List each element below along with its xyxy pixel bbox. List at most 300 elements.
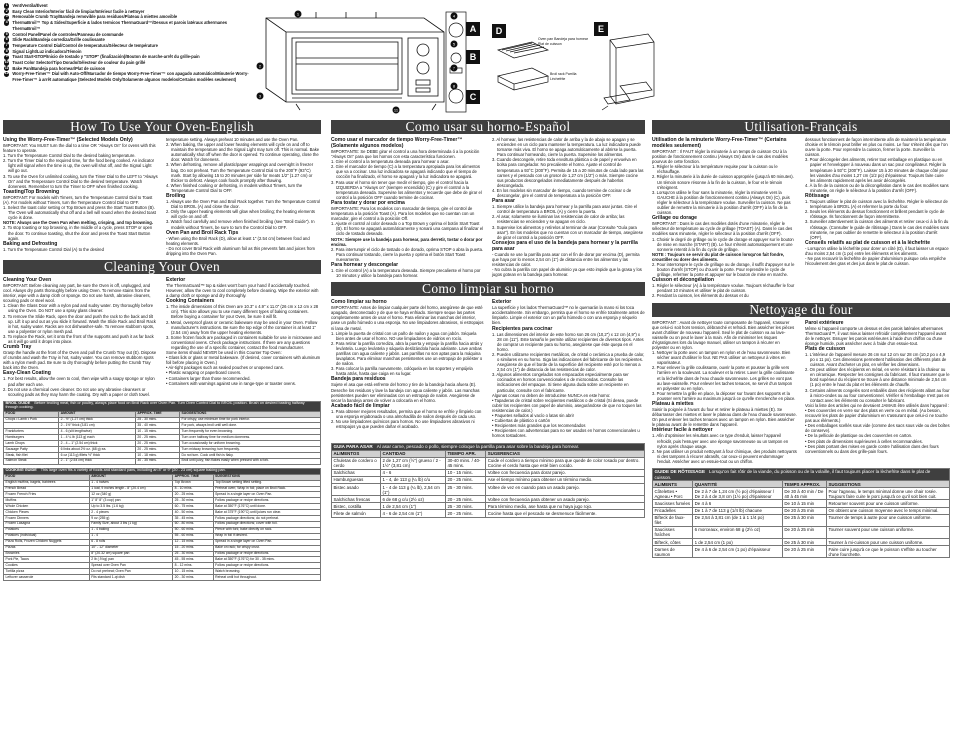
table-cell: Turn occasionally for uniform browning. bbox=[180, 441, 321, 447]
table-cell: De 10 à 15 min bbox=[782, 500, 826, 507]
fr-broil-1: 1. Toujours utiliser le plat de cuisson avec la lèchefrite. Régler le sélecteur de température à BROIL (A) et refermer la porte du four. bbox=[805, 199, 948, 210]
fr-crumb-heading: Plateau à miettes bbox=[652, 401, 694, 408]
table-cell: Bifteck, côtes bbox=[653, 539, 693, 546]
table-cell: 10 - 15 mins. bbox=[135, 429, 179, 435]
english-cleaning-title: Cleaning Your Oven bbox=[3, 260, 321, 274]
en-clean-3: 2. To remove the Slide Rack, open the door and push the rack to the back and tilt up. Lift it up and out as you slide it forward. Wash the Slide Rack and Broil Rack in hot, sudsy water. Racks are not dishwasher-safe. To remove stubborn spots, use a polyester or nylon mesh pad. bbox=[3, 313, 156, 334]
table-cell: Bake on rack; for crispy crust. bbox=[213, 545, 320, 551]
table-cell: 1 de 2,54 cm (1 po) bbox=[693, 539, 783, 546]
fr-toast-heading: Grillage ou dorage bbox=[652, 215, 698, 222]
en-easy-1: 1. For best results, allow the oven to cool, then wipe with a soapy sponge or nylon pad after each use. bbox=[3, 376, 155, 387]
parts-list bbox=[4, 3, 254, 83]
fr-broil-3: 3. Surveiller attentivement la cuisson des aliments et retirer ceux-ci à la fin du rôtissage. (Consulter le guide de rôtissage.) Dans le cas des modèles sans minuterie, ne pas oublier de remettre le sélecteur à la position d'arrêt (OFF). bbox=[805, 219, 949, 240]
table-cell: 35 - 40 mins. bbox=[135, 423, 179, 429]
english-column bbox=[3, 120, 321, 581]
table-cell: Spread in a single layer on Oven Pan. bbox=[213, 492, 320, 498]
fr-bake-4: 3. Pour décongeler des aliments, retirer tout emballage en plastique ou en papier et l'envelopper à nouveau dans un sac pour congélateur. Régler la température à 93°C (200°F). Laisser 15 à 20 minutes de chaque côté pour les viandes d'au moins 1,27 cm (1/2 po) d'épaisseur. Toujours faire cuire les aliments rapidement après les avoir décongelés. bbox=[805, 157, 948, 183]
table-cell: 12 oz (340 g) bbox=[89, 492, 172, 498]
es-cc-7: • Cubiertas de plástico o cartón bbox=[492, 418, 551, 424]
spanish-title: Como usar su horno-Español bbox=[331, 120, 645, 134]
callout-oven-pan: Oven pan Bandeja para hornear Plat de cuisson bbox=[538, 37, 589, 46]
spanish-column bbox=[331, 120, 645, 518]
table-cell: 6 de 68 g c/u (2½ oz) bbox=[381, 496, 446, 503]
en-rack-2: - Do not cover Broil Rack with aluminum foil as this prevents fats and juices from dripping into the Oven Pan. bbox=[166, 245, 315, 256]
table-cell: For pork, always broil until well done. bbox=[180, 423, 321, 429]
svg-text:5: 5 bbox=[452, 41, 456, 47]
part-label: ThermaBroil™ Top & Sides/Superficie & lados termicos ThermaGuard™/Dessus et parois latéraux athermanes ThermaBroil™ bbox=[12, 20, 228, 31]
part-number: 4 bbox=[5, 20, 8, 25]
table-cell: 60 - 80 mins. bbox=[173, 521, 213, 527]
table-cell: 2 de 1,27 cm (½") grueso / 2 - 1½" (3,81 cm) bbox=[381, 457, 446, 469]
table-cell: Tortilla pizza bbox=[4, 569, 90, 575]
table-row bbox=[653, 500, 950, 507]
table-cell: De 20 à 25 min bbox=[782, 526, 826, 538]
guide-subtitle: Lorsqu'on fait rôtir de la viande, du poisson ou de la volaille, il faut toujours placer la lèchefrite dans le plat de cuisson. bbox=[654, 469, 931, 480]
table-cell: Ase el tiempo mínimo para obtener un término medio. bbox=[486, 476, 645, 483]
label-b: B bbox=[466, 50, 480, 64]
svg-text:11: 11 bbox=[393, 107, 399, 113]
guide-column-header: AMOUNT bbox=[89, 474, 172, 480]
table-cell: Follow package directions; cover with foil. bbox=[213, 521, 320, 527]
english-clean-right bbox=[166, 277, 321, 397]
table-cell: English muffins, bagels, bahtrees bbox=[4, 480, 90, 486]
en-cc-4: Some items should NEVER be used in this Counter Top Oven: bbox=[166, 350, 282, 356]
es-bake-2: 2. Al hornear, las resistencias de calor de arriba y la de abajo se apagan y se encienden en un ciclo para mantener la temperatura. La luz indicadora puede tornarse más viva. El horno se apaga automáticamente al abrirse la puerta. Para continuar horneando, cierre la puerta. Supervise los alimentos. bbox=[492, 137, 641, 158]
table-row bbox=[332, 469, 645, 476]
es-toast-3: 2. Para interrumpir el ciclo de tostado o de dorado, oprima STOP o abra la puerta. Para continuar tostando, cierre la puerta y oprima el botón Start Toast nuevamente. bbox=[331, 246, 484, 262]
part-label: Slide Rack/Bandeja corrediza/Grille coulissante bbox=[12, 37, 105, 43]
es-clean-3: 2. Para retirar la parrilla corrediza, abra la puerta y empuje la parrilla hacia atrás y levántela. Luego levántela y sáquela deslizándola hacia adelante. Lave ambas parrillas con agua caliente y jabón. Las parrillas no son aptas para la máquina lavaplatos. Para eliminar manchas persistentes use un estropajo de poliéster o de nailon. bbox=[331, 340, 483, 367]
es-wft-1: IMPORTANTE: Se DEBE girar el control a una hora determinada ó a la posición "Always On" para que los hornos con esta característica funcionen. bbox=[331, 149, 480, 160]
es-broil-heading: Para asar bbox=[492, 198, 515, 205]
table-cell: Lamb Chops bbox=[4, 441, 59, 447]
table-cell: Preheat oven; Wrap in foil; place on Broil Rack. bbox=[213, 486, 320, 492]
guide-subtitle: This large oven fits a variety of foods and standard pans, including an 8" or 9" (20 - 23 cm) square baking pan. bbox=[40, 468, 226, 473]
en-clean-4: 3. To replace the Rack, set it onto the front of the supports and push it as far back as it will go until it drops into place. bbox=[3, 333, 154, 344]
table-cell: Turn frequently for even browning. bbox=[180, 429, 321, 435]
guide-column-header: FOOD bbox=[4, 474, 90, 480]
table-cell: Broil until juicy; fish flakes easily when pressed with a fork. bbox=[180, 458, 321, 464]
table-cell: 30 - 35 mins. bbox=[135, 458, 179, 464]
es-cc-5: • Tapaderas de cristal sobre recipientes metálicos o de cristal (Si desea, puede cubrir los recipientes con papel de aluminio, asegurándose de que no toquen las resistencias de calor.) bbox=[492, 397, 642, 413]
en-wft-2: 1. Turn the Temperature Control Dial to the desired baking temperature. bbox=[3, 153, 136, 159]
en-cc-8: • Containers larger than those recommended. bbox=[166, 375, 251, 381]
en-toast-heading: Toasting/Top Browning bbox=[3, 188, 60, 195]
french-title: Utilisation-Français bbox=[652, 120, 950, 134]
es-toast-note: NOTA: Siempre use la bandeja para hornear, para derretir, tostar o dorar por encima. bbox=[331, 236, 483, 247]
table-row bbox=[332, 510, 645, 517]
part-label: Vent/Ventila/Évent bbox=[12, 3, 48, 8]
fr-wft-3: 2. Régler la minuterie à la durée de cuisson appropriée (jusqu'à 60 minutes). Un témoin sonore résonne à la fin de la cuisson, le four et le témoin s'éteignent. bbox=[652, 174, 794, 190]
table-cell: Saucisses fraîches bbox=[653, 526, 693, 538]
table-cell: French Bread bbox=[4, 486, 90, 492]
table-cell: Bistec asado bbox=[332, 484, 381, 496]
table-cell: 2 lb (.9 kg) pan bbox=[89, 557, 172, 563]
table-cell: 25 - 30 mins. bbox=[445, 503, 485, 510]
table-cell: Potatoes (Individual) bbox=[4, 533, 90, 539]
svg-text:2: 2 bbox=[258, 63, 262, 69]
table-cell: For crispy, use minimum time for pork interior. bbox=[180, 417, 321, 423]
table-cell: Salchichas frescas bbox=[332, 496, 381, 503]
en-bake-1: 1. Turn the Temperature Control Dial (A) to the desired bbox=[3, 246, 104, 252]
fr-easy-heading: Intérieur facile à nettoyer bbox=[652, 427, 713, 434]
guide-subtitle: Before broiling meat, fish or poultry, always place food on Broil Rack over Oven Pan. Turn Oven Control Dial to BROIL position. Brush on desired basting halfway through cooking. bbox=[5, 401, 305, 410]
en-easy-heading: Easy-Clean Coating bbox=[3, 370, 51, 377]
table-cell: 55 - 60 mins. bbox=[173, 533, 213, 539]
en-broil-1: 1. Always use the Oven Pan and Broil Rack together. Turn the Temperature Control Dial to BROIL (A) and close the door. bbox=[166, 199, 321, 210]
guide-title bbox=[332, 443, 645, 450]
table-cell: 6 links about 2½ oz. (68 g) ea. bbox=[59, 447, 136, 453]
table-cell: 8 - 12 mins. bbox=[173, 563, 213, 569]
table-cell: De 4 à 6 bbox=[693, 500, 783, 507]
part-number: 3 bbox=[5, 14, 8, 19]
table-cell: 1 - 4 ¼ lb (113 g) each bbox=[59, 435, 136, 441]
table-cell: Top Brown setting lifted setting. bbox=[213, 480, 320, 486]
table-cell: 8 - 10 mins. bbox=[173, 486, 213, 492]
fr-ext-1: Même si l'appareil comporte un dessus et des parois latérales athermanes ThermaGuard™, il vaut mieux laisser refroidir complètement l'appareil avant de le nettoyer. Essuyer les parois extérieures à l'aide d'un chiffon ou d'une éponge humide, puis assécher avec à l'aide d'un essuie-tout. bbox=[805, 325, 947, 346]
table-cell: 4 - 6 bbox=[381, 469, 446, 476]
en-bake-5: 4. When finished cooking or defrosting, in models without Timers, turn the Temperature Control Dial to OFF. bbox=[166, 182, 303, 193]
en-toast-3: 2. To stop toasting or top browning, in the middle of a cycle, press STOP or open the door. To continue toasting, shut the door and press the Toast Start Button again. bbox=[3, 225, 153, 241]
guide-column-header: APPROX. TIME bbox=[173, 474, 213, 480]
table-cell: 2 - 4 – 1" (2.54 cm) thick bbox=[59, 441, 136, 447]
table-cell: 20 - 25 mins. bbox=[445, 476, 485, 483]
es-toast-1: IMPORTANTE: Para los modelos con marcador de tiempo, gire el control de temperatura a la posición Toast (A). Para los modelos que no cuentan con un marcador, gire el control a la posición Off. bbox=[331, 205, 475, 222]
table-cell: 30-40 mins. / 40-45 mins. bbox=[445, 457, 485, 469]
table-cell: 25 - 30 mins. bbox=[445, 484, 485, 496]
table-cell: 1 - 4 bbox=[89, 533, 172, 539]
fr-cc-heading: Plats de cuisson bbox=[805, 345, 846, 352]
spanish-right-sub bbox=[492, 137, 645, 278]
table-cell: 10 - 18 mins. bbox=[135, 453, 179, 459]
table-cell: Salchichas bbox=[332, 469, 381, 476]
table-row bbox=[653, 507, 950, 514]
table-cell: 20 - 25 mins. bbox=[445, 510, 485, 517]
english-title: How To Use Your Oven-English bbox=[3, 120, 321, 134]
en-clean-2: 1. Clean the Glass Door with a nylon pad and sudsy water. Dry thoroughly before using the Oven. Do NOT use a spray glass cleaner. bbox=[3, 303, 154, 314]
table-cell: Family Size, about 3 lbs (1 kg) bbox=[89, 521, 172, 527]
table-cell: 35 - 45 mins. bbox=[173, 516, 213, 522]
table-cell: Cocine hasta que el pescado se desmenuce fácilmente. bbox=[486, 510, 645, 517]
fr-rack-heading: Conseils relatifs au plat de cuisson et à la lèchefrite bbox=[805, 239, 931, 246]
table-cell: Voltee con frecuencia para obtener un asado parejo. bbox=[486, 496, 645, 503]
part-number: 9 bbox=[5, 54, 8, 59]
es-cc-6: • Paquetes sellados al vacío o latas sin abrir bbox=[492, 413, 575, 419]
table-row bbox=[332, 476, 645, 483]
guide-column-header: TIEMPO APR. bbox=[445, 450, 485, 457]
es-easy-heading: Acabado fácil de limpiar bbox=[331, 402, 390, 409]
part-number: 11 bbox=[4, 65, 9, 70]
en-broil-heading: Broiling bbox=[166, 193, 186, 200]
table-cell: Sausage Patty bbox=[4, 447, 59, 453]
table-row bbox=[4, 575, 321, 581]
table-cell: 2 - 4 pieces bbox=[89, 510, 172, 516]
fr-toast-note: NOTE : Toujours se servir du plat de cuisson lorsqu'on fait fondre, croustiller ou dorer des aliments. bbox=[652, 251, 785, 262]
table-cell: Cuide el cordero a tiempo mínimo para que quede de color rosado por dentro. Cocine el cerdo hasta que esté bien cocido. bbox=[486, 457, 645, 469]
table-cell: 1" 8" 8" (3 cup) pan bbox=[89, 498, 172, 504]
part-number: 8 bbox=[5, 48, 8, 53]
table-row bbox=[653, 514, 950, 526]
svg-text:1: 1 bbox=[296, 11, 300, 17]
table-cell: Hamburguesas bbox=[332, 476, 381, 483]
fr-cc-2: 2. On peut utiliser des récipients en métal, en verre résistant à la chaleur ou en céramique. Respecter les consignes du fabricant. Il faut s'assurer que le bord supérieur du récipient se trouve à une distance minimale de 2,54 cm (1 po) entre le haut du plat et les éléments de chauffe. bbox=[805, 367, 950, 388]
es-bake-4: 4. En los modelos sin marcador de tiempo, cuando termine de cocinar o de descongelar, gire el control de temperatura a la posición OFF. bbox=[492, 187, 632, 199]
fr-broil-heading: Rôtissage bbox=[805, 193, 830, 200]
fr-clean-1: IMPORTANT : Avant de nettoyer toute composante de l'appareil, s'assurer que celui-ci soit hors tension, débranché et refroidi. Bien assécher les pièces avant d'utiliser de nouveau l'appareil. Seul le plat de cuisson va au lave-vaisselle ou on peut le laver à la main. Afin de minimiser les risques d'égratignures lors du lavage manuel, utiliser un tampon à récurer en polyester ou en nylon. bbox=[652, 319, 795, 350]
table-cell: Hamburgers bbox=[4, 435, 59, 441]
table-cell: 15 - 20 mins. bbox=[173, 545, 213, 551]
table-row bbox=[332, 503, 645, 510]
en-clean-heading: Cleaning Your Oven bbox=[3, 276, 52, 283]
table-cell: 2 - 1" (2.54 cm) thick bbox=[59, 458, 136, 464]
fr-wft-heading: Utilisation de la minuterie Worry-Free-Timer™ (Certains modèles seulement) bbox=[652, 137, 787, 149]
table-cell: Retourner souvent pour une cuisson uniforme. bbox=[826, 500, 949, 507]
spanish-broil-guide-table bbox=[331, 443, 645, 518]
table-row bbox=[332, 457, 645, 469]
table-row bbox=[653, 546, 950, 558]
fr-wft-1: IMPORTANT : Il FAUT régler la minuterie à un temps de cuisson OU à la position de fonctionnement continu (Always On) dans le cas des modèles pourvus de cette fonction. bbox=[652, 149, 788, 165]
table-row bbox=[653, 526, 950, 538]
table-cell: Filete de salmón bbox=[332, 510, 381, 517]
fr-cc-1: 1. L'intérieur de l'appareil mesure 26 cm sur 12 cm sur 28 cm (10,2 po x 4,9 po x 11 po). Ces dimensions permettent l'utilisation des différents plats de cuisson. Avant d'acheter un plat, en vérifier les dimensions. bbox=[805, 351, 947, 368]
en-bake-heading: Baking and Defrosting bbox=[3, 240, 58, 247]
es-crumb-1: Sujete el asa que está enfrente del horno y tire de la bandeja hacia afuera (E). Deseche los residuos y lave la bandeja con agua caliente y jabón. Las manchas persistentes pueden ser eliminadas con un estropajo de nailon. Asegúrese de secar la bandeja antes de volver a colocarla en el horno. bbox=[331, 382, 480, 403]
en-cc-7: • Plastic wrapping or paperboard covers. bbox=[166, 370, 242, 376]
table-cell: Bistec, costilla bbox=[332, 503, 381, 510]
en-ext-1: The ThermaGuard™ top & sides won't burn your hand if accidentally touched. However, allow the oven to cool completely before cleaning. Wipe the exterior with a damp cloth or sponge and dry thoroughly. bbox=[166, 282, 319, 299]
table-cell: Spread in a single layer on Oven Pan. bbox=[213, 539, 320, 545]
table-cell: Bifteck de faux-filet bbox=[653, 514, 693, 526]
fr-cc-3: 3. Certains aliments congelés sont emballés dans des récipients allant au four à micro-ondes ou au four conventionnel. Vérifier si l'emballage n'est pas en contact avec les éléments ou consulter le fabricant. bbox=[805, 387, 950, 403]
es-bake-heading: Para hornear y descongelar bbox=[331, 261, 399, 268]
table-cell: 6 - 8 rolls bbox=[89, 539, 172, 545]
label-c: C bbox=[466, 90, 480, 104]
table-cell: Voltee de vez en cuando para un asado parejo. bbox=[486, 484, 645, 496]
table-cell: Steak, fish filet bbox=[4, 453, 59, 459]
table-cell: Pizza Rolls, Frozen Chicken Nuggets bbox=[4, 539, 90, 545]
table-cell: Fits standard 1-qt dish bbox=[89, 575, 172, 581]
es-cc-8: • Recipientes más grandes que los recomendados bbox=[492, 423, 586, 429]
en-toast-note: NOTE: Always use the Oven Pan when melting, crisping, and top browning. bbox=[3, 220, 153, 226]
english-left-sub bbox=[3, 137, 158, 256]
table-cell: Brownies bbox=[4, 551, 90, 557]
es-wft-heading: Como usar el marcador de tiempo Worry-Free-Timer™ (Solamente algunos modelos) bbox=[331, 137, 463, 149]
table-cell: De 2,54 à 3,81 cm (de 1 à 1 1/4 po) bbox=[693, 514, 783, 526]
es-broil-2: 2. Al asar, solamente se iluminan las resistencias de calor de arriba; las resistencias se encienden y se apagan en ciclo. bbox=[492, 214, 625, 225]
es-cc-3: 3. Algunos alimentos congelados son empacados especialmente para ser cocinados en hornos convencionales o de microondas. Consulte las indicaciones del empaque. Si tiene alguna duda sobre un recipiente en particular, consulte con el fabricante. bbox=[492, 372, 629, 393]
part-label: Bake Pan/Bandeja para hornear/Plat de cuisson bbox=[12, 65, 106, 71]
french-cleaning-title: Nettoyage du four bbox=[652, 303, 950, 317]
table-cell: Muffins bbox=[4, 498, 90, 504]
part-number: 7 bbox=[5, 42, 8, 47]
en-cc-2: 2. Metal, ovenproof glass or ceramic bakeware may be used in your Oven. Follow manufacturer's instructions. Be sure the top edge of the container is at least 1" (2.54 cm) away from the upper heating elements. bbox=[166, 319, 318, 335]
en-toast-1: IMPORTANT: For models with Timers, turn the Temperature Control Dial to Toast (A). For models without Timers, turn the Temperature Control Dial to OFF. bbox=[3, 194, 153, 205]
es-wft-3: 2. Gire el marcador de tiempo (C) a la temperatura apropiada para los alimentos que va a cocinar. Una luz indicadora se apagará indicando que el tiempo de cocción ha finalizado, el horno se apagará y la luz indicadora se apagará. bbox=[331, 164, 480, 180]
es-bake-3: 3. Cuando descongele, retire toda envoltura plástica o de papel y envuelva en bolsa para congelador. No precaliente el horno. Ajuste el control de temperatura a 93°C (200°F). Permita de 15 a 20 minutos de cada lado para las carnes y el pescado con un grosor de 1,27 cm (1/2") o más. Siempre cocine sus productos descongelados inmediatamente después de haberlos descongelado. bbox=[492, 157, 644, 188]
guide-column-header: QUANTITÉ bbox=[693, 481, 783, 488]
table-cell: De 25 à 30 min bbox=[782, 514, 826, 526]
fr-wft-4: 3. Lorsqu'on utilise le four sans la minuterie, régler la minuterie vers la GAUCHE à la position de fonctionnement continu (Always On) (C), puis régler le sélecteur à la température voulue. Surveiller la cuisson. Ne pas oublier de remettre la minuterie à la position d'arrêt (OFF) à la fin de la cuisson. bbox=[652, 189, 791, 216]
pan-rack-illustration bbox=[492, 36, 552, 106]
en-crumb-heading: Crumb Tray bbox=[3, 344, 32, 351]
table-cell: Frozen Dinners bbox=[4, 516, 90, 522]
en-cc-3: 3. Some frozen foods are packaged in containers suitable for use in microwave and conventional ovens. Check package instructions. If there are any questions regarding the use of a specific container, contact the food manufacturer. bbox=[166, 334, 321, 350]
table-cell: 25 - 30 mins. bbox=[173, 498, 213, 504]
table-cell: Frankfurters bbox=[4, 429, 59, 435]
table-cell: 20 - 25 mins. bbox=[135, 441, 179, 447]
part-label: Toast Color Selector/Tipo Dorado/Sélecteur de couleur du pain grillé bbox=[12, 60, 146, 66]
guide-title-text: GUIDE DE RÔTISSAGE bbox=[654, 469, 706, 475]
es-cc-4: Algunas cosas no deben de introducirse NUNCA en este horno: bbox=[492, 392, 611, 398]
en-cc-heading: Cooking Containers bbox=[166, 298, 215, 305]
fr-easy-2: 2. Ne pas utiliser un produit nettoyant à four chimique, des produits nettoyants ni des tampons à récurer abrasifs, car ceux-ci peuvent endommager l'enduit. Assécher avec un essuie-tout ou un chiffon. bbox=[652, 448, 797, 464]
guide-column-header: CANTIDAD bbox=[381, 450, 446, 457]
en-broil-2: 2. Only the upper heating elements will glow when broiling; the heating elements will cycle on and off. bbox=[166, 209, 315, 220]
guide-column-header: ALIMENTS bbox=[653, 481, 693, 488]
es-clean-heading: Como limpiar su horno bbox=[331, 299, 387, 306]
fr-bake-2: 2. Pendant la cuisson, les éléments du dessus et du bbox=[652, 293, 749, 299]
guide-title-text: GUIA PARA ASAR bbox=[333, 444, 373, 449]
en-cc-1: 1. The inside dimensions of this Oven are 10.3" x 4.9" x 11.0" (26 cm x 12 cm x 28 cm). This size allows you to use many different types of baking containers. Before buying a container for your Oven, be sure it will fit. bbox=[166, 304, 319, 320]
table-cell: Cookies bbox=[4, 563, 90, 569]
table-cell: 20 - 25 mins. bbox=[445, 496, 485, 503]
part-label: Temperature Control Dial/Control de temperatura/Sélecteur de température bbox=[12, 42, 158, 48]
table-cell: 40 - 50 mins. bbox=[173, 510, 213, 516]
es-toast-heading: Para tostar y dorar por encima bbox=[331, 199, 405, 206]
illustrations bbox=[256, 6, 656, 116]
english-clean-left bbox=[3, 277, 158, 397]
guide-column-header: FOOD bbox=[4, 411, 59, 417]
label-e: E bbox=[594, 22, 608, 36]
fr-clean-2: 1. Nettoyer la porte avec un tampon en nylon et de l'eau savonneuse. Bien sécher avant d'utiliser le four. NE PAS utiliser un nettoyeur à vitres en vaporisateur. bbox=[652, 350, 791, 366]
table-cell: 20 - 25 mins. bbox=[135, 447, 179, 453]
table-cell: Para término medio, ase hasta que no haya jugo rojo. bbox=[486, 503, 645, 510]
table-cell: 2 - 1½" thick (3.81 cm) bbox=[59, 423, 136, 429]
table-cell: Tourner à mi-cuisson pour une cuisson uniforme. bbox=[826, 539, 949, 546]
es-broil-1: 1. Siempre utilice la bandeja para hornear y la parrilla para asar juntas. Gire el control de temperatura a BROIL (A) y cierre la puerta. bbox=[492, 204, 638, 215]
fr-cc-6: • Des emballages scellés sous vide (comme des sacs sous vide ou des boîtes de conserve). bbox=[805, 423, 950, 434]
guide-title-text: BROIL GUIDE bbox=[5, 401, 31, 406]
guide-subtitle: Al asar carne, pescado o pollo, siempre coloque la parrilla para asar sobre la bandeja para hornear. bbox=[376, 444, 580, 449]
es-rack-1: - Cuando se use la parrilla para asar con el fin de dorar por encima (D), permita que haya por lo menos 2,54 cm (1") de distancia entre los alimentos y las resistencias de calor. bbox=[492, 251, 640, 267]
en-toast-2: 1. Select the toast color setting or Top Brown and press the Start Toast Button (B). The Oven will automatically shut off and a bell will sound when the desired toast cycle is done. bbox=[3, 205, 156, 221]
table-cell: De 30 à 40 min / De 40 à 45 min bbox=[782, 488, 826, 500]
svg-text:3: 3 bbox=[258, 93, 262, 99]
table-cell: 1 loaf, 9 inches length - 8" (20.4 cm) bbox=[89, 486, 172, 492]
table-cell: 1 de 2,54 cm (1") bbox=[381, 503, 446, 510]
table-cell: 25 - 30 mins. bbox=[135, 417, 179, 423]
table-cell: Pour l'agneau, le temps minimal donne une chair rosée. Toujours faire cuire le porc jusqu'à ce qu'il soit bien cuit. bbox=[826, 488, 949, 500]
part-number: 5 bbox=[5, 31, 8, 36]
table-cell: Do not preheat; Oven Pan bbox=[89, 569, 172, 575]
table-cell: 4 - 6 (slit lengthwise) bbox=[59, 429, 136, 435]
table-cell: 10 - 15 mins. bbox=[445, 469, 485, 476]
callout-broil-rack: Broil rack Parrilla Lèchefrite bbox=[550, 72, 577, 81]
table-cell: Bake at 350°F (176°C) until done. bbox=[213, 504, 320, 510]
guide-title-text: COOKING GUIDE bbox=[5, 468, 37, 473]
french-left-sub bbox=[652, 137, 797, 299]
table-cell: Chops • Lamb • Pork bbox=[4, 417, 59, 423]
en-cc-6: • Air-tight packages such as sealed pouches or unopened cans. bbox=[166, 365, 284, 371]
spanish-left-sub bbox=[331, 137, 484, 278]
es-easy-1: 1. Para obtener mejores resultados, permita que el horno se enfríe y límpielo con una esponja enjabonada o una almohadilla de nailon después de cada uso. bbox=[331, 408, 482, 419]
part-label: Toast Start•STOP/Inicio de tostado y "STOP" (finalización)/Bouton de marche-arrêt du grille-pain bbox=[12, 54, 200, 60]
es-cc-heading: Recipientes para cocinar bbox=[492, 325, 553, 332]
fr-cc-4: Voici la liste des articles qui ne devraient JAMAIS être utilisés dans l'appareil : bbox=[805, 402, 950, 408]
english-right-sub bbox=[166, 137, 321, 256]
es-bake-1: 1. Gire el control (A) a la temperatura deseada. Siempre precaliente el horno por 10 minutos y utilice la bandeja para hornear. bbox=[331, 267, 481, 279]
es-wft-4: 3. Para usar el horno sin tener que medir el tiempo, gire el control hacia la IZQUIERDA a "Always on" (siempre encendido) (C) y gire el control a la temperatura deseada. Supervise los alimentos y recuerde que debe de girar el control a la posición OFF cuando termine de cocinar. bbox=[331, 179, 482, 200]
fr-bake-5: 4. À la fin de la cuisson ou de la décongélation dans le cas des modèles sans minuterie, on règle le sélecteur à la position d'arrêt (OFF). bbox=[805, 182, 949, 193]
table-cell: Turn midway browning; turn frequently. bbox=[180, 447, 321, 453]
es-clean-2: 1. Limpie la puerta de cristal con un paño de nailon y agua con jabón. Séquela bien antes de usar el horno. NO use limpiadores de vidrios en rocío. bbox=[331, 330, 477, 341]
french-right-sub bbox=[805, 137, 950, 299]
table-cell: Wrap in foil if desired. bbox=[213, 533, 320, 539]
es-rack-2: - No cubra la parrilla con papel de aluminio ya que esto impide que la grasa y los jugos gotean en la bandeja para hornear. bbox=[492, 267, 642, 278]
fr-broil-2: 2. Seuls les éléments du dessus fonctionnent et brillent pendant le cycle de rôtissage. Ils fonctionnent de façon intermittente. bbox=[805, 209, 945, 220]
guide-column-header: TEMPS APPROX. bbox=[782, 481, 826, 488]
table-cell: Leftover casserole bbox=[4, 575, 90, 581]
guide-column-header: AMOUNT bbox=[59, 411, 136, 417]
table-cell: 1 - 4 halves bbox=[89, 480, 172, 486]
table-cell: Voltee con frecuencia para dorar parejo. bbox=[486, 469, 645, 476]
table-cell: Tourner souvent pour une cuisson uniforme. bbox=[826, 526, 949, 538]
fr-cc-7: • De la pellicule de plastique ou des couvercles en carton. bbox=[805, 433, 913, 439]
oven-illustration bbox=[256, 6, 466, 116]
table-cell: De 20 à 25 min bbox=[782, 546, 826, 558]
table-cell: 1 - 4, de 113 g (¼ lb) c/u bbox=[381, 476, 446, 483]
table-cell: 4 - 6 de 2,54 cm (1") bbox=[381, 510, 446, 517]
guide-column-header: SUGERENCIAS bbox=[486, 450, 645, 457]
es-ext-heading: Exterior bbox=[492, 299, 512, 306]
table-cell: 20 - 30 mins. bbox=[173, 575, 213, 581]
table-cell: 12 - 15 mins. bbox=[173, 539, 213, 545]
table-cell: Salmon Steak bbox=[4, 458, 59, 464]
part-label: Control Panel/Panel de controles/Panneau de commande bbox=[12, 31, 124, 37]
es-clean-4: 3. Para colocar la parrilla nuevamente, colóquela en los soportes y empújela hasta atrás, hasta que caiga en su lugar. bbox=[331, 366, 473, 377]
fr-rack-2: - Ne pas recouvrir la lèchefrite de papier d'aluminium puisque cela empêche l'écoulement des gras et des jus dans le plat de cuisson. bbox=[805, 255, 946, 267]
en-wft-1: IMPORTANT: You MUST turn the dial to a time OR "Always On" for ovens with this feature to operate. bbox=[3, 143, 156, 154]
fr-clean-4: 3. Pour remettre la grille en place, la déposer sur l'avant des supports et la pousser vers l'arrière au maximum jusqu'à ce qu'elle s'enclenche en place. bbox=[652, 390, 796, 401]
es-cc-2: 2. Pueden utilizarse recipientes metálicos, de cristal o cerámica a prueba de calor, o similares en su horno. Siga las indicaciones del fabricante de los recipientes. Asegúrese de que el borde de la superficie del recipiente esté por lo menos a 2,54 cm (1") de distancia de las resistencias de calor. bbox=[492, 351, 645, 373]
control-panel-illustration bbox=[444, 8, 484, 116]
en-broil-3: 3. Watch food carefully and remove when finished broiling (see "Broil Guide"). In models without Timers, be sure to turn the Control Dial to OFF. bbox=[166, 219, 315, 230]
es-wft-2: 1. Gire el control a la temperatura deseada para hornear o asar. bbox=[331, 159, 450, 165]
en-crumb-1: Grasp the handle at the front of the Oven and pull the Crumb Tray out (E). Dispose of crumbs and wash the Tray in hot, sudsy water. You can remove stubborn spots with a nylon mesh pad. Be sure to dry thoroughly before putting the Crumb Tray back into the Oven. bbox=[3, 350, 157, 371]
guide-column-header: APPROX. TIME bbox=[135, 411, 179, 417]
table-cell: 6 morceaux, environ 68 g (2½ oz) bbox=[693, 526, 783, 538]
fr-wft-2: 1. Régler le sélecteur à la température requise pour la cuisson ou le réchauffage. bbox=[652, 164, 778, 175]
fr-cc-5: • Des couvercles en verre sur des plats en verre ou en métal. (Au besoin, recouvrir les plats de papier d'aluminium en s'assurant que celui-ci ne touche pas aux éléments.) bbox=[805, 407, 948, 424]
part-label: Worry-Free-Timer™ Dial with Auto-Off/Marcador de tiempo Worry-Free-Timer™ con apagado automático/Minuterie Worry-Free-Timer™ à arrêt automatique (Selected Models Only/Solamente algunos modelos/Certains modèles seulement) bbox=[12, 71, 249, 83]
label-d: D bbox=[492, 24, 506, 38]
es-ext-1: La superficie y los lados ThermaGuard™ no le quemarán la mano si los toca accidentalmente. Sin embargo, permita que el horno se enfríe totalmente antes de limpiarlo. Limpie el exterior con un paño húmedo o con una esponja y séquelo bien. bbox=[492, 305, 645, 326]
table-cell: 60 - 75 mins. bbox=[173, 504, 213, 510]
french-clean-left bbox=[652, 320, 797, 464]
part-number: 10 bbox=[4, 60, 9, 65]
table-cell: Chicken Pieces bbox=[4, 510, 90, 516]
en-cc-9: • Containers with warnings against use in range-type or toaster ovens. bbox=[166, 380, 296, 386]
table-cell: 45 - 55 mins. bbox=[173, 557, 213, 563]
table-cell: Pork Pie, Tacos bbox=[4, 557, 90, 563]
french-broil-guide-table bbox=[652, 468, 950, 558]
table-cell: 1 - 4 de 113 g (¼ lb), 2,54 cm (1") bbox=[381, 484, 446, 496]
table-row bbox=[332, 496, 645, 503]
en-bake-4: 3. When defrosting, remove all plastic/paper wrappings and overnight in freezer bag. Do not preheat. Turn the Temperature Control Dial to the 200°F (93°C) mark. Start by allowing 15 to 20 minutes per side for meats 1/2" (1.27 cm) or thicker to defrost. Always cook foods promptly after thawing. bbox=[166, 162, 314, 183]
part-item bbox=[4, 71, 254, 82]
spanish-cleaning-title: Como limpiar su horno bbox=[331, 282, 645, 296]
fr-cc-8: • Des plats de dimensions supérieures à celles recommandées. bbox=[805, 438, 923, 444]
